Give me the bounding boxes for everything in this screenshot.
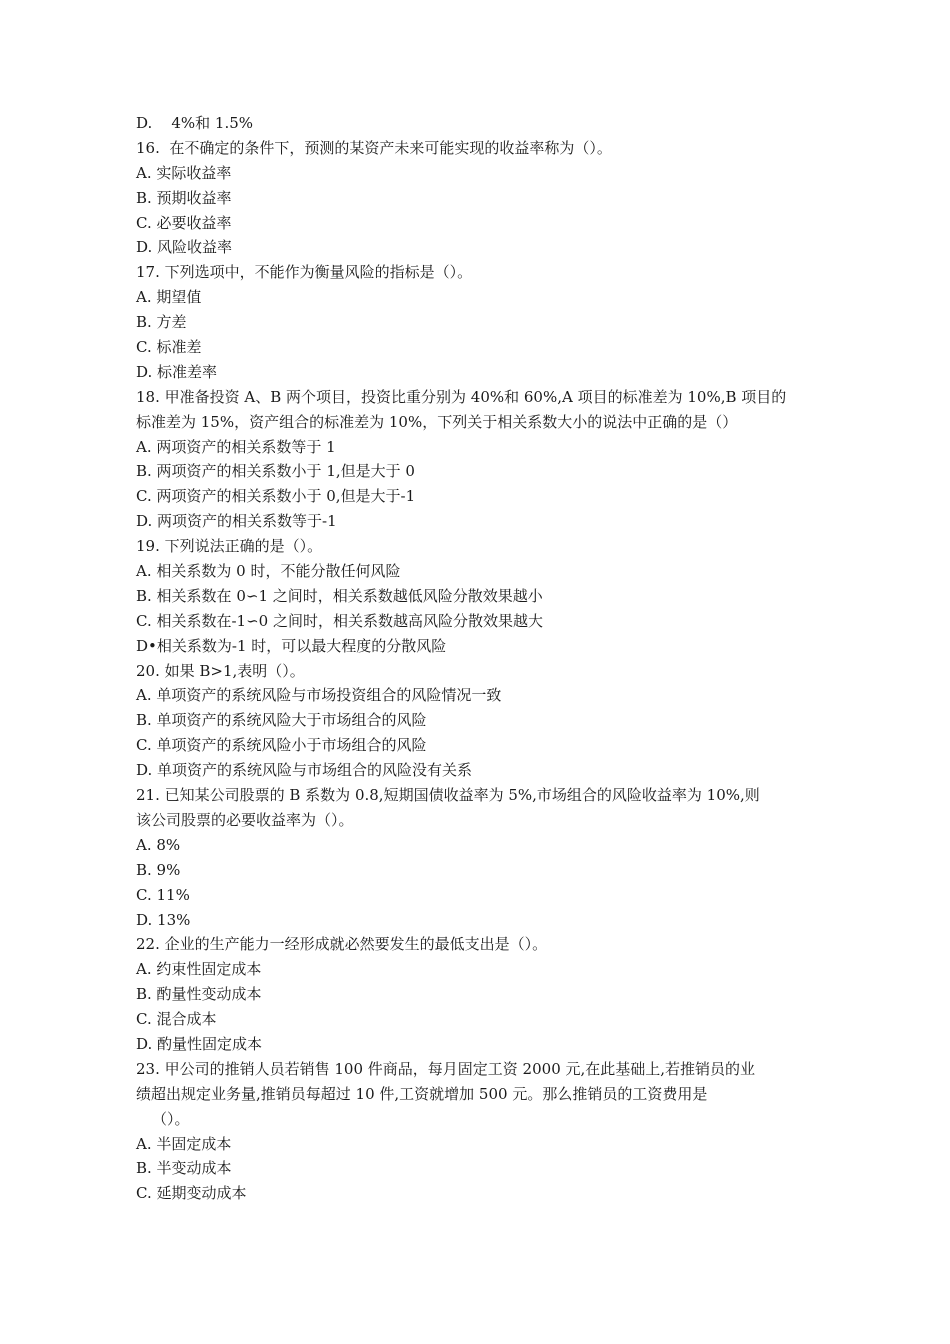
question-21-continued: 该公司股票的必要收益率为（）。 <box>136 810 354 829</box>
option-d-line: D. 风险收益率 <box>136 238 233 257</box>
option-d-line: D•相关系数为-1 时，可以最大程度的分散风险 <box>136 636 447 655</box>
question-text-body <box>136 111 816 1206</box>
option-d-line: D. 单项资产的系统风险与市场组合的风险没有关系 <box>136 761 473 780</box>
option-d-line: D. 酌量性固定成本 <box>136 1034 263 1053</box>
option-a-line: A. 相关系数为 0 时，不能分散任何风险 <box>136 562 401 581</box>
option-a-line: A. 约束性固定成本 <box>136 960 262 979</box>
option-c-line: C. 延期变动成本 <box>136 1184 247 1203</box>
option-a-line: A. 两项资产的相关系数等于 1 <box>136 437 336 456</box>
option-b-line: B. 半变动成本 <box>136 1159 232 1178</box>
question-17: 17. 下列选项中，不能作为衡量风险的指标是（）。 <box>136 263 473 282</box>
option-c-line: C. 标准差 <box>136 338 202 357</box>
option-a-line: A. 实际收益率 <box>136 163 232 182</box>
option-b-line: B. 9% <box>136 860 181 879</box>
question-23: 23. 甲公司的推销人员若销售 100 件商品，每月固定工资 2000 元,在此基础上,若推销员的业 <box>136 1059 756 1078</box>
question-21: 21. 已知某公司股票的 B 系数为 0.8,短期国债收益率为 5%,市场组合的风险收益率为 10%,则 <box>136 786 760 805</box>
question-23-answer-blank: （）。 <box>152 1109 190 1128</box>
option-c-line: C. 两项资产的相关系数小于 0,但是大于-1 <box>136 487 416 506</box>
option-d-line: D. 标准差率 <box>136 362 218 381</box>
option-b-line: B. 酌量性变动成本 <box>136 985 262 1004</box>
question-18-continued: 标准差为 15%，资产组合的标准差为 10%，下列关于相关系数大小的说法中正确的是（） <box>136 412 738 431</box>
option-c-line: C. 11% <box>136 885 190 904</box>
question-22: 22. 企业的生产能力一经形成就必然要发生的最低支出是（）。 <box>136 935 548 954</box>
question-23-continued: 绩超出规定业务量,推销员每超过 10 件,工资就增加 500 元。那么推销员的工资费用是 <box>136 1084 708 1103</box>
option-c-line: C. 单项资产的系统风险小于市场组合的风险 <box>136 736 427 755</box>
option-c-line: C. 混合成本 <box>136 1010 217 1029</box>
option-c-line: C. 必要收益率 <box>136 213 232 232</box>
option-d-line: D. 4%和 1.5% <box>136 114 254 132</box>
option-b-line: B. 预期收益率 <box>136 188 232 207</box>
option-d-line: D. 13% <box>136 910 191 929</box>
question-20: 20. 如果 B>1,表明（）。 <box>136 661 305 680</box>
option-a-line: A. 8% <box>136 835 181 854</box>
option-b-line: B. 方差 <box>136 313 187 332</box>
question-19: 19. 下列说法正确的是（）。 <box>136 537 323 556</box>
option-c-line: C. 相关系数在-1∽0 之间时，相关系数越高风险分散效果越大 <box>136 611 543 630</box>
option-a-line: A. 单项资产的系统风险与市场投资组合的风险情况一致 <box>136 686 502 705</box>
option-b-line: B. 相关系数在 0∽1 之间时，相关系数越低风险分散效果越小 <box>136 586 543 605</box>
option-b-line: B. 单项资产的系统风险大于市场组合的风险 <box>136 711 427 730</box>
option-a-line: A. 半固定成本 <box>136 1134 232 1153</box>
question-18: 18. 甲准备投资 A、B 两个项目，投资比重分别为 40%和 60%,A 项目的标准差为 10%,B 项目的 <box>136 387 787 406</box>
question-16: 16. 在不确定的条件下，预测的某资产未来可能实现的收益率称为（）。 <box>136 138 612 157</box>
option-d-line: D. 两项资产的相关系数等于-1 <box>136 512 337 531</box>
option-a-line: A. 期望值 <box>136 288 202 307</box>
option-b-line: B. 两项资产的相关系数小于 1,但是大于 0 <box>136 462 415 481</box>
